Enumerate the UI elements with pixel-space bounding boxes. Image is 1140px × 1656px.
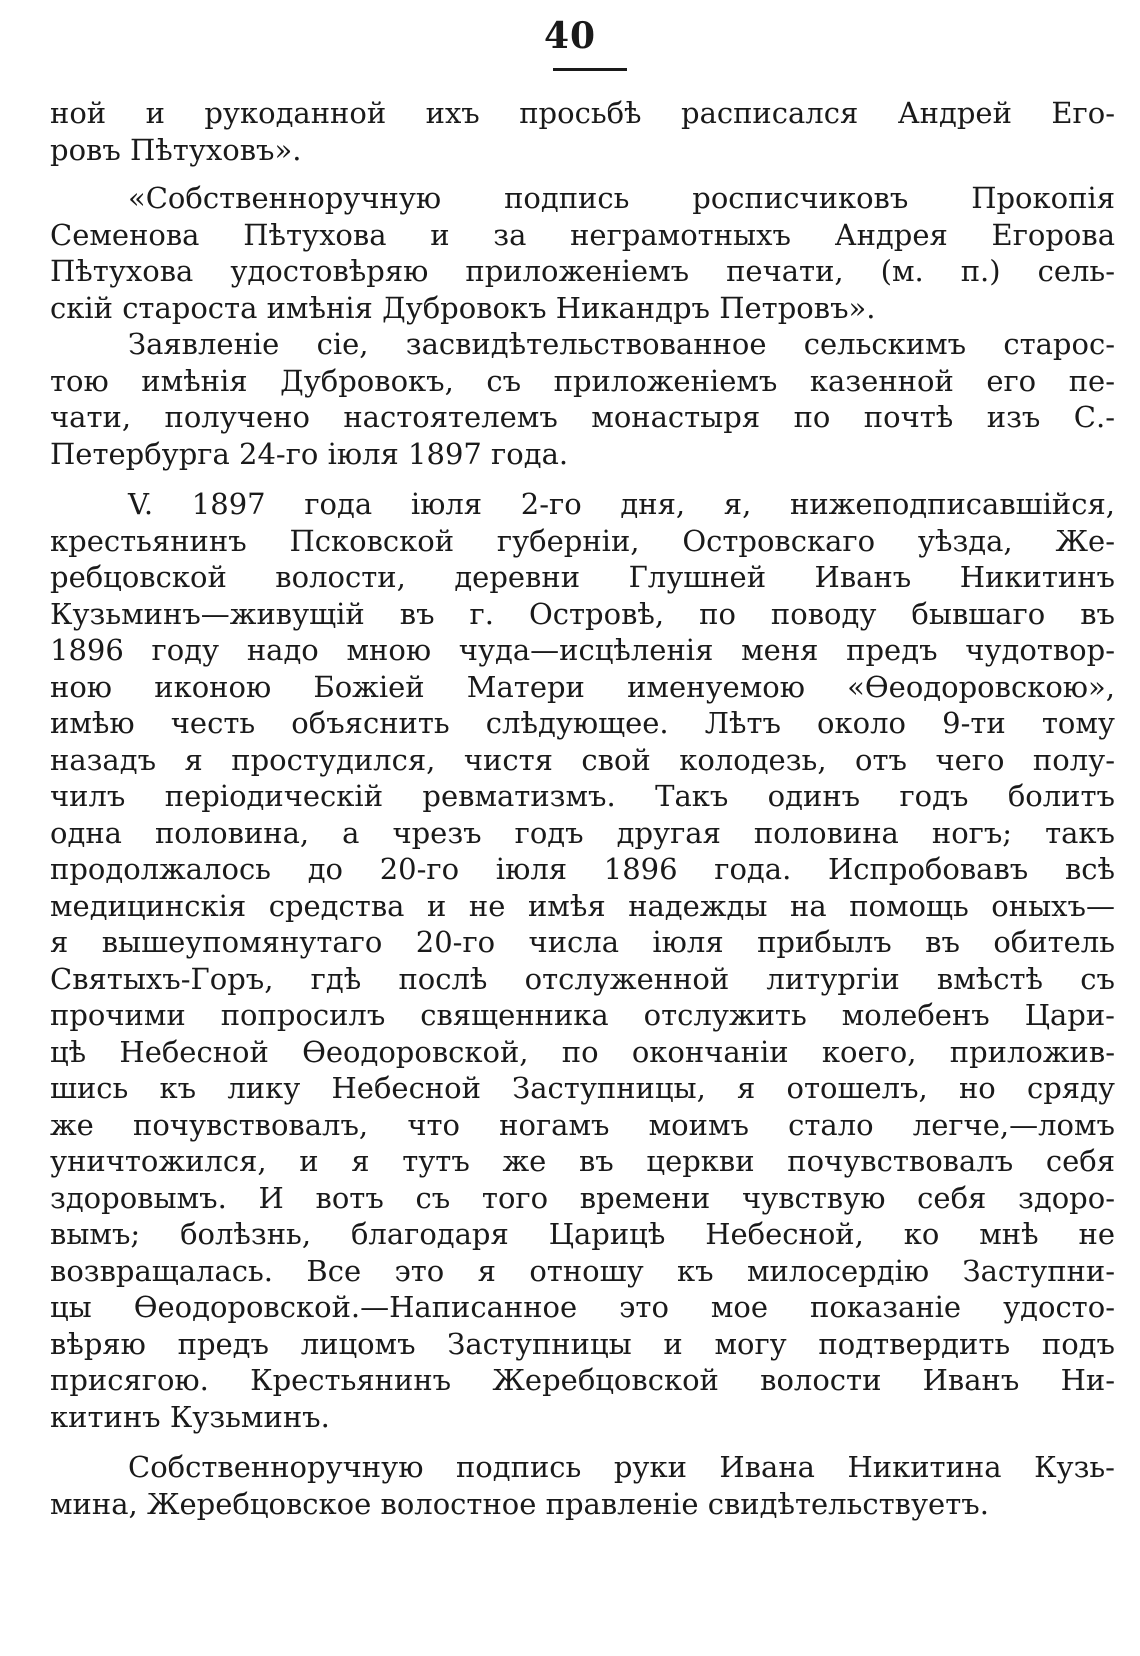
text-line: одна половина, а чрезъ годъ другая половина ногъ; такъ — [50, 815, 1115, 850]
paragraph-p2 — [50, 180, 1115, 326]
text-line: ною иконою Божіей Матери именуемою «Ѳеодоровскою», — [50, 669, 1115, 704]
text-line: вѣряю предъ лицомъ Заступницы и могу подтвердить подъ — [50, 1326, 1115, 1361]
text-line: я вышеупомянутаго 20-го числа іюля прибылъ въ обитель — [50, 925, 1115, 959]
text-line: «Собственноручную подпись росписчиковъ Прокопія — [128, 181, 1115, 215]
text-line: уничтожился, и я тутъ же въ церкви почувствовалъ себя — [50, 1144, 1115, 1178]
text-line: Кузьминъ—живущій въ г. Островѣ, по поводу бывшаго въ — [50, 596, 1115, 631]
text-line: продолжалось до 20-го іюля 1896 года. Испробовавъ всѣ — [50, 852, 1115, 886]
text-line: китинъ Кузьминъ. — [50, 1399, 330, 1434]
text-line: присягою. Крестьянинъ Жеребцовской волости Иванъ Ни- — [50, 1363, 1115, 1397]
page-number: 40 — [543, 15, 597, 57]
text-line: вымъ; болѣзнь, благодаря Царицѣ Небесной, ко мнѣ не — [50, 1217, 1115, 1251]
text-line: чилъ періодическій ревматизмъ. Такъ одинъ годъ болитъ — [50, 779, 1115, 813]
text-line: Собственноручную подпись руки Ивана Никитина Кузь- — [128, 1450, 1115, 1484]
text-line: Святыхъ-Горъ, гдѣ послѣ отслуженной литургіи вмѣстѣ съ — [50, 961, 1115, 996]
text-line: Заявленіе сіе, засвидѣтельствованное сельскимъ старос- — [128, 327, 1115, 361]
text-line: здоровымъ. И вотъ съ того времени чувствую себя здоро- — [50, 1180, 1115, 1215]
text-line: ребцовской волости, деревни Глушней Иванъ Никитинъ — [50, 560, 1115, 594]
text-line: имѣю честь объяснить слѣдующее. Лѣтъ около 9-ти тому — [50, 706, 1115, 740]
paragraph-spacer — [50, 168, 1115, 180]
text-line: медицинскія средства и не имѣя надежды на помощь оныхъ— — [50, 888, 1115, 923]
text-line: цы Ѳеодоровской.—Написанное это мое показаніе удосто- — [50, 1290, 1115, 1324]
paragraph-p3 — [50, 326, 1115, 472]
text-line: Семенова Пѣтухова и за неграмотныхъ Андрея Егорова — [50, 217, 1115, 252]
text-line: Петербурга 24-го іюля 1897 года. — [50, 436, 569, 471]
text-line: чати, получено настоятелемъ монастыря по почтѣ изъ С.- — [50, 400, 1115, 434]
paragraph-p5 — [50, 1449, 1115, 1522]
text-line: мина, Жеребцовское волостное правленіе свидѣтельствуетъ. — [50, 1486, 989, 1521]
paragraph-p4 — [50, 486, 1115, 1435]
text-line: Пѣтухова удостовѣряю приложеніемъ печати, (м. п.) сель- — [50, 254, 1115, 288]
paragraph-p1 — [50, 95, 1115, 168]
paragraph-spacer — [50, 1435, 1115, 1449]
text-line: ной и рукоданной ихъ просьбѣ расписался Андрей Его- — [50, 96, 1115, 130]
page-number-container — [0, 14, 1140, 58]
text-line: 1896 году надо мною чуда—исцѣленія меня предъ чудотвор- — [50, 633, 1115, 667]
text-line: ровъ Пѣтуховъ». — [50, 132, 302, 167]
text-line: V. 1897 года іюля 2-го дня, я, нижеподписавшійся, — [128, 487, 1115, 521]
paragraph-spacer — [50, 472, 1115, 486]
document-body — [50, 95, 1115, 1522]
text-line: возвращалась. Все это я отношу къ милосердію Заступни- — [50, 1253, 1115, 1288]
text-line: назадъ я простудился, чистя свой колодезь, отъ чего полу- — [50, 742, 1115, 777]
text-line: шись къ лику Небесной Заступницы, я отошелъ, но сряду — [50, 1071, 1115, 1105]
text-line: цѣ Небесной Ѳеодоровской, по окончаніи коего, приложив- — [50, 1034, 1115, 1069]
text-line: прочими попросилъ священника отслужить молебенъ Цари- — [50, 998, 1115, 1032]
text-line: тою имѣнія Дубровокъ, съ приложеніемъ казенной его пе- — [50, 363, 1115, 398]
text-line: же почувствовалъ, что ногамъ моимъ стало легче,—ломъ — [50, 1107, 1115, 1142]
text-line: скій староста имѣнія Дубровокъ Никандръ Петровъ». — [50, 290, 876, 325]
text-line: крестьянинъ Псковской губерніи, Островскаго уѣзда, Же- — [50, 523, 1115, 558]
page-number-underline — [553, 68, 627, 71]
